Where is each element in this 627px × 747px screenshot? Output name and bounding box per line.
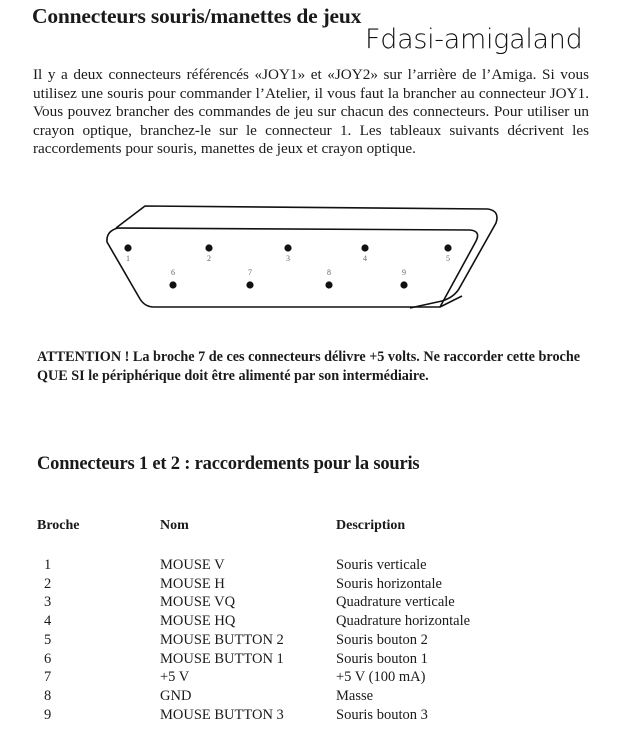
- section-title: Connecteurs 1 et 2 : raccordements pour la souris: [37, 454, 420, 474]
- table-row: [37, 668, 536, 687]
- header-name: Nom: [160, 518, 189, 533]
- table-row: [37, 631, 536, 650]
- pin-label-4: 4: [363, 254, 367, 263]
- pin-number: 8: [44, 687, 52, 704]
- pin-dot-1: [124, 244, 131, 251]
- pin-name: MOUSE HQ: [160, 613, 236, 630]
- pin-dot-4: [361, 244, 368, 251]
- pin-label-7: 7: [248, 268, 252, 277]
- table-row: [37, 556, 536, 575]
- pin-label-2: 2: [207, 254, 211, 263]
- pin-description: Souris horizontale: [336, 575, 442, 592]
- intro-paragraph: Il y a deux connecteurs référencés «JOY1» et «JOY2» sur l’arrière de l’Amiga. Si vous utilisez une souris pour commander l’Atelier, il vous faut la brancher au connecteur JOY1. Vous pouvez brancher des commandes de jeu sur chacun des connecteurs. Pour utiliser un crayon optique, branchez-le sur le connecteur 1. Les tableaux suivants décrivent les raccordements pour souris, manettes de jeux et crayon optique.: [33, 66, 589, 157]
- table-row: [37, 687, 536, 706]
- pin-dot-5: [444, 244, 451, 251]
- pin-name: MOUSE V: [160, 557, 225, 573]
- pin-name: MOUSE H: [160, 575, 225, 592]
- connector-outline: [107, 206, 497, 308]
- pin-name: MOUSE BUTTON 3: [160, 706, 284, 723]
- pin-name: MOUSE VQ: [160, 594, 236, 611]
- pin-name: MOUSE BUTTON 1: [160, 650, 284, 667]
- pin-name: +5 V: [160, 669, 190, 686]
- table-header-row: [37, 518, 536, 540]
- warning-text: ATTENTION ! La broche 7 de ces connecteurs délivre +5 volts. Ne raccorder cette broche QUE SI le périphérique doit être alimenté par son intermédiaire.: [37, 349, 581, 384]
- pin-table: [37, 518, 536, 724]
- pin-name: GND: [160, 687, 192, 704]
- pin-label-5: 5: [446, 254, 450, 263]
- pin-name: MOUSE BUTTON 2: [160, 631, 284, 648]
- pin-dot-2: [205, 244, 212, 251]
- header-pin: Broche: [37, 518, 80, 533]
- header-description: Description: [336, 518, 406, 533]
- pin-number: 5: [44, 631, 52, 648]
- pin-description: Souris bouton 1: [336, 650, 428, 667]
- pin-description: +5 V (100 mA): [336, 669, 426, 686]
- pin-description: Quadrature verticale: [336, 594, 455, 611]
- pin-dot-7: [246, 281, 253, 288]
- pin-description: Masse: [336, 687, 374, 704]
- table-row: [37, 650, 536, 669]
- spacer: [37, 540, 536, 556]
- pin-number: 2: [44, 575, 52, 592]
- pin-number: 6: [44, 650, 52, 667]
- pin-number: 4: [44, 613, 52, 630]
- pin-dot-3: [284, 244, 291, 251]
- pin-dot-6: [169, 281, 176, 288]
- pin-description: Souris bouton 2: [336, 631, 428, 648]
- page-title: Connecteurs souris/manettes de jeux: [32, 4, 362, 28]
- pin-number: 9: [44, 706, 52, 723]
- watermark: Fdasi-amigaland: [365, 24, 583, 55]
- pin-description: Souris bouton 3: [336, 706, 428, 723]
- pin-label-9: 9: [402, 268, 406, 277]
- pin-number: 7: [44, 669, 52, 686]
- pin-label-1: 1: [126, 254, 130, 263]
- table-row: [37, 706, 536, 725]
- pin-description: Quadrature horizontale: [336, 613, 471, 630]
- pin-description: Souris verticale: [336, 557, 427, 573]
- pin-number: 1: [44, 557, 52, 573]
- pin-label-3: 3: [286, 254, 290, 263]
- table-row: [37, 575, 536, 594]
- pin-label-6: 6: [171, 268, 175, 277]
- pin-number: 3: [44, 594, 52, 611]
- pin-label-8: 8: [327, 268, 331, 277]
- table-row: [37, 593, 536, 612]
- pin-dot-9: [400, 281, 407, 288]
- connector-diagram: [90, 195, 510, 320]
- pin-dot-8: [325, 281, 332, 288]
- table-row: [37, 612, 536, 631]
